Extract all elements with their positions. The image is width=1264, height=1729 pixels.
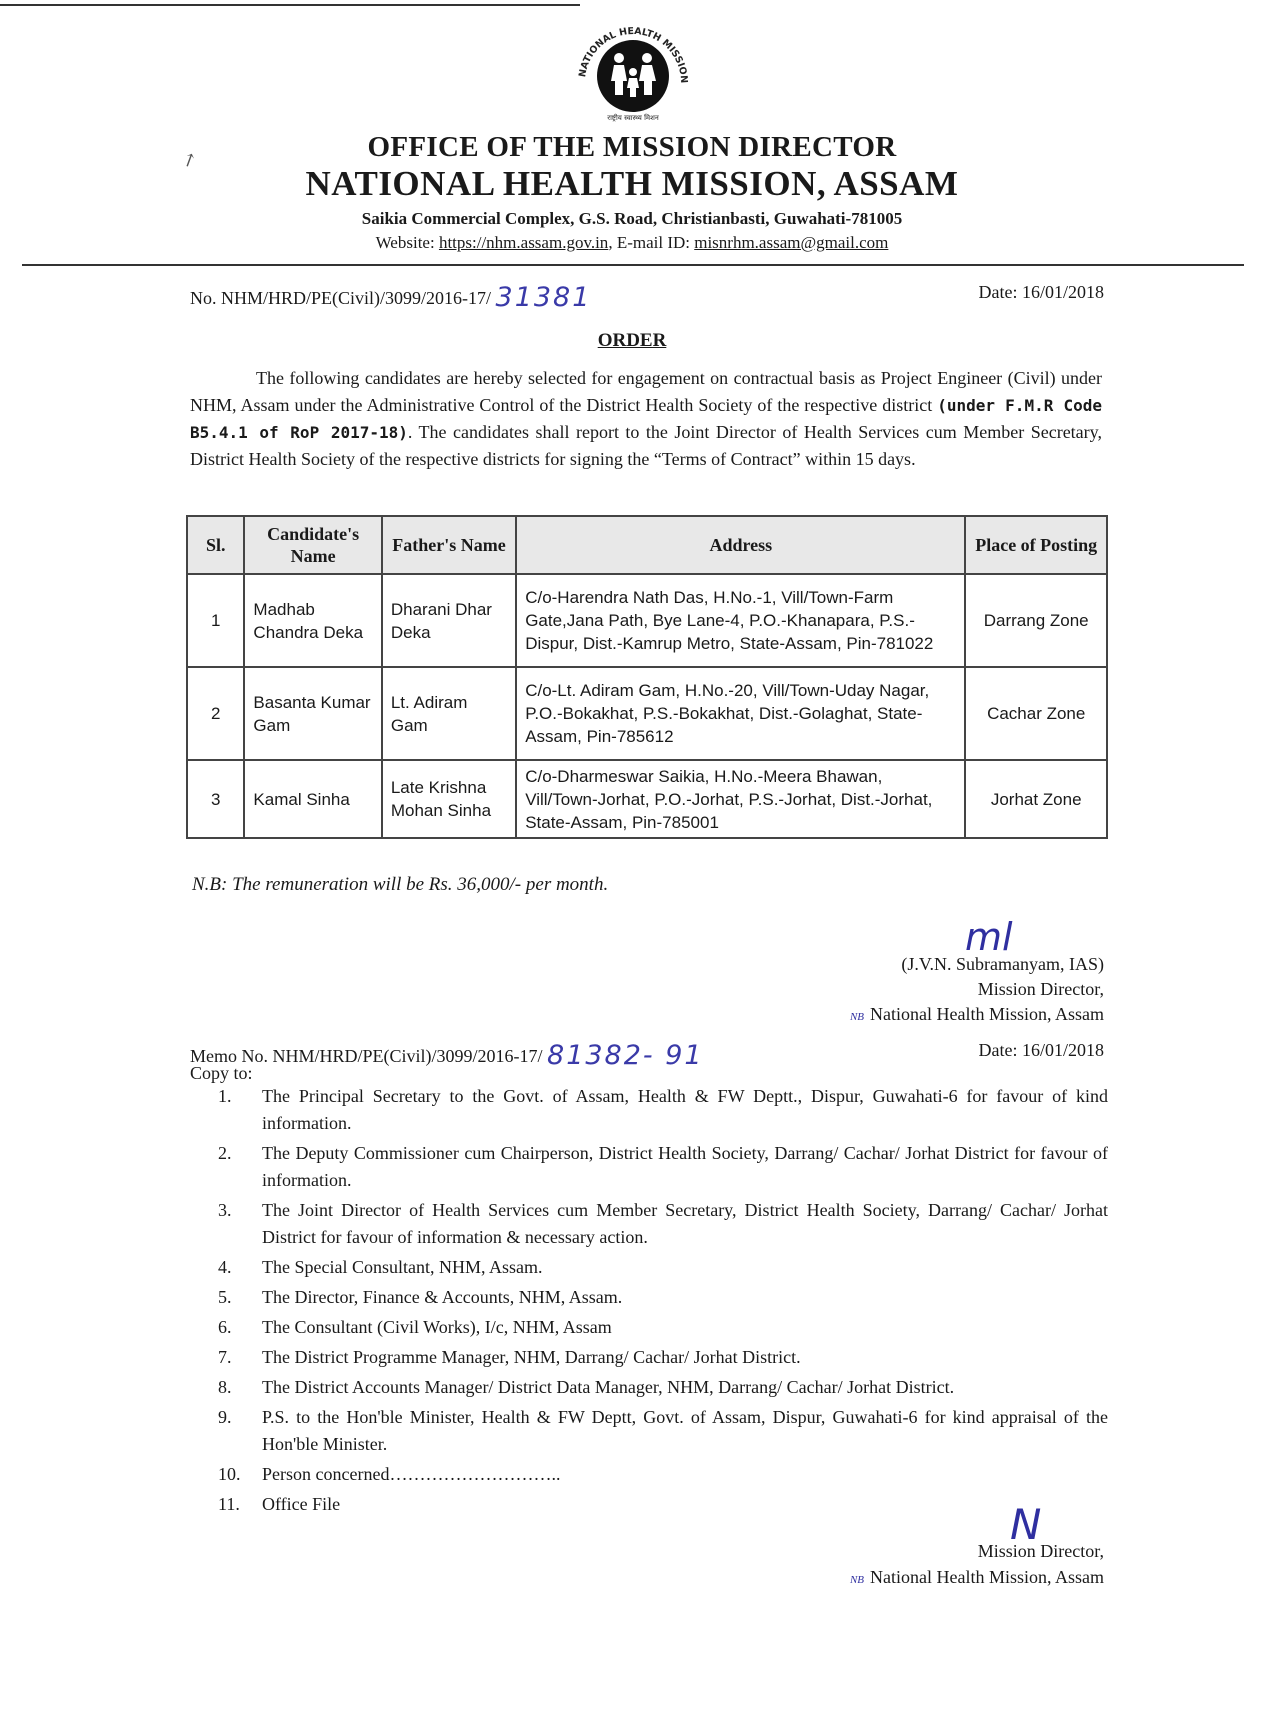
- col-header-candidate: Candidate's Name: [244, 516, 381, 574]
- signatory-org: National Health Mission, Assam: [870, 1004, 1104, 1024]
- list-text: The Joint Director of Health Services cum Member Secretary, District Health Society, Darrang/ Cachar/ Jorhat District for favour of information & necessary action.: [262, 1200, 1108, 1247]
- signatory-block: [850, 952, 1104, 1030]
- list-number: 6.: [218, 1317, 232, 1337]
- memo-reference: [190, 1040, 704, 1071]
- list-item: [218, 1461, 1108, 1488]
- signatory-org-2: National Health Mission, Assam: [870, 1567, 1104, 1587]
- signatory-designation-2: Mission Director,: [977, 1541, 1104, 1561]
- cell-father: Dharani Dhar Deka: [382, 574, 516, 667]
- table-row: [187, 667, 1107, 760]
- list-text: The District Programme Manager, NHM, Darrang/ Cachar/ Jorhat District.: [262, 1347, 801, 1367]
- website-link[interactable]: https://nhm.assam.gov.in: [438, 233, 609, 252]
- list-text: P.S. to the Hon'ble Minister, Health & FW Deptt, Govt. of Assam, Dispur, Guwahati-6 for kind appraisal of the Hon'ble Minister.: [262, 1407, 1108, 1454]
- col-header-address: Address: [516, 516, 965, 574]
- order-ref-handwritten: 31381: [495, 282, 592, 313]
- list-item: [218, 1314, 1108, 1341]
- cell-address: C/o-Harendra Nath Das, H.No.-1, Vill/Town-Farm Gate,Jana Path, Bye Lane-4, P.O.-Khanapara, P.S.-Dispur, Dist.-Kamrup Metro, State-Assam, Pin-781022: [516, 574, 965, 667]
- cell-address: C/o-Dharmeswar Saikia, H.No.-Meera Bhawan, Vill/Town-Jorhat, P.O.-Jorhat, P.S.-Jorhat, Dist.-Jorhat, State-Assam, Pin-785001: [516, 760, 965, 838]
- candidates-table: [186, 515, 1108, 839]
- order-date: Date: 16/01/2018: [978, 282, 1104, 302]
- signatory-initials: NB: [849, 1011, 865, 1023]
- remuneration-note: N.B: The remuneration will be Rs. 36,000/- per month.: [192, 874, 609, 895]
- list-number: 1.: [218, 1086, 232, 1106]
- signatory-org-line: [850, 1002, 1104, 1030]
- list-item: [218, 1404, 1108, 1458]
- list-number: 5.: [218, 1287, 232, 1307]
- memo-ref-handwritten: 81382- 91: [547, 1040, 704, 1071]
- copy-list: [218, 1083, 1108, 1521]
- list-number: 3.: [218, 1200, 232, 1220]
- list-item: [218, 1197, 1108, 1251]
- list-text: The Principal Secretary to the Govt. of Assam, Health & FW Deptt., Dispur, Guwahati-6 for favour of kind information.: [262, 1086, 1108, 1133]
- cell-candidate: Basanta Kumar Gam: [244, 667, 381, 760]
- list-number: 11.: [218, 1494, 240, 1514]
- table-header-row: [187, 516, 1107, 574]
- order-paragraph: [190, 365, 1102, 473]
- cell-father: Lt. Adiram Gam: [382, 667, 516, 760]
- signature-mark: ml: [965, 915, 1013, 959]
- order-ref-number: No. NHM/HRD/PE(Civil)/3099/2016-17/: [190, 288, 492, 308]
- list-text: The District Accounts Manager/ District Data Manager, NHM, Darrang/ Cachar/ Jorhat District.: [262, 1377, 955, 1397]
- order-para-fmr-code: (under F.M.R Code B5.4.1 of RoP 2017-18): [190, 396, 1102, 442]
- list-text: The Consultant (Civil Works), I/c, NHM, Assam: [262, 1317, 612, 1337]
- list-item: [218, 1254, 1108, 1281]
- signatory-designation: Mission Director,: [977, 979, 1104, 999]
- email-link[interactable]: misnrhm.assam@gmail.com: [694, 233, 889, 252]
- cell-posting: Darrang Zone: [965, 574, 1107, 667]
- cell-posting: Jorhat Zone: [965, 760, 1107, 838]
- signatory-initials-2: NB: [849, 1574, 865, 1586]
- contact-line: [0, 233, 1264, 253]
- memo-ref-number: Memo No. NHM/HRD/PE(Civil)/3099/2016-17/: [190, 1046, 543, 1066]
- table-row: [187, 760, 1107, 838]
- list-number: 7.: [218, 1347, 232, 1367]
- signatory-name: (J.V.N. Subramanyam, IAS): [901, 954, 1104, 974]
- table-row: [187, 574, 1107, 667]
- list-item: [218, 1083, 1108, 1137]
- list-item: [218, 1344, 1108, 1371]
- list-text: Office File: [262, 1494, 341, 1514]
- office-heading: OFFICE OF THE MISSION DIRECTOR: [367, 131, 897, 163]
- office-address: Saikia Commercial Complex, G.S. Road, Christianbasti, Guwahati-781005: [361, 209, 903, 228]
- list-item: [218, 1374, 1108, 1401]
- list-number: 9.: [218, 1407, 232, 1427]
- list-item: [218, 1284, 1108, 1311]
- memo-date: Date: 16/01/2018: [978, 1040, 1104, 1060]
- order-title: ORDER: [597, 330, 667, 351]
- header-rule: [22, 264, 1244, 266]
- nhm-logo: [563, 18, 703, 126]
- list-text: Person concerned………………………..: [262, 1464, 561, 1484]
- email-label: , E-mail ID:: [608, 233, 695, 252]
- copy-to-label: Copy to:: [190, 1063, 253, 1083]
- col-header-father: Father's Name: [382, 516, 516, 574]
- cell-sl: 1: [187, 574, 244, 667]
- list-text: The Director, Finance & Accounts, NHM, Assam.: [262, 1287, 623, 1307]
- logo-ring-text: NATIONAL HEALTH MISSION: [577, 25, 690, 84]
- order-reference: [190, 282, 591, 313]
- cell-posting: Cachar Zone: [965, 667, 1107, 760]
- order-para-text-c: . The candidates shall report to the Joint Director of Health Services cum Member Secretary, District Health Society of the respective districts for signing the “Terms of Contract” within 15 days.: [190, 422, 1102, 469]
- list-text: The Deputy Commissioner cum Chairperson, District Health Society, Darrang/ Cachar/ Jorhat District for favour of information.: [262, 1143, 1108, 1190]
- signatory-block-2: [850, 1538, 1104, 1593]
- list-number: 4.: [218, 1257, 232, 1277]
- list-item: [218, 1491, 1108, 1518]
- list-number: 8.: [218, 1377, 232, 1397]
- col-header-sl: Sl.: [187, 516, 244, 574]
- cell-candidate: Madhab Chandra Deka: [244, 574, 381, 667]
- cell-candidate: Kamal Sinha: [244, 760, 381, 838]
- cell-father: Late Krishna Mohan Sinha: [382, 760, 516, 838]
- list-number: 2.: [218, 1143, 232, 1163]
- cell-sl: 3: [187, 760, 244, 838]
- list-item: [218, 1140, 1108, 1194]
- cell-address: C/o-Lt. Adiram Gam, H.No.-20, Vill/Town-Uday Nagar, P.O.-Bokakhat, P.S.-Bokakhat, Dist.-Golaghat, State-Assam, Pin-785612: [516, 667, 965, 760]
- signatory-org-line-2: [850, 1564, 1104, 1593]
- order-para-text-a: The following candidates are hereby selected for engagement on contractual basis as Project Engineer (Civil) under NHM, Assam under the Administrative Control of the District Health Society of the respective district: [190, 368, 1102, 415]
- list-number: 10.: [218, 1464, 241, 1484]
- logo-tagline: राष्ट्रीय स्वास्थ्य मिशन: [607, 114, 659, 122]
- col-header-posting: Place of Posting: [965, 516, 1107, 574]
- website-label: Website:: [375, 233, 439, 252]
- top-rule: [0, 4, 580, 6]
- signature-mark-2: N: [1010, 1500, 1042, 1549]
- stray-mark: ↗: [178, 147, 201, 173]
- list-text: The Special Consultant, NHM, Assam.: [262, 1257, 543, 1277]
- cell-sl: 2: [187, 667, 244, 760]
- organisation-heading: NATIONAL HEALTH MISSION, ASSAM: [305, 164, 959, 203]
